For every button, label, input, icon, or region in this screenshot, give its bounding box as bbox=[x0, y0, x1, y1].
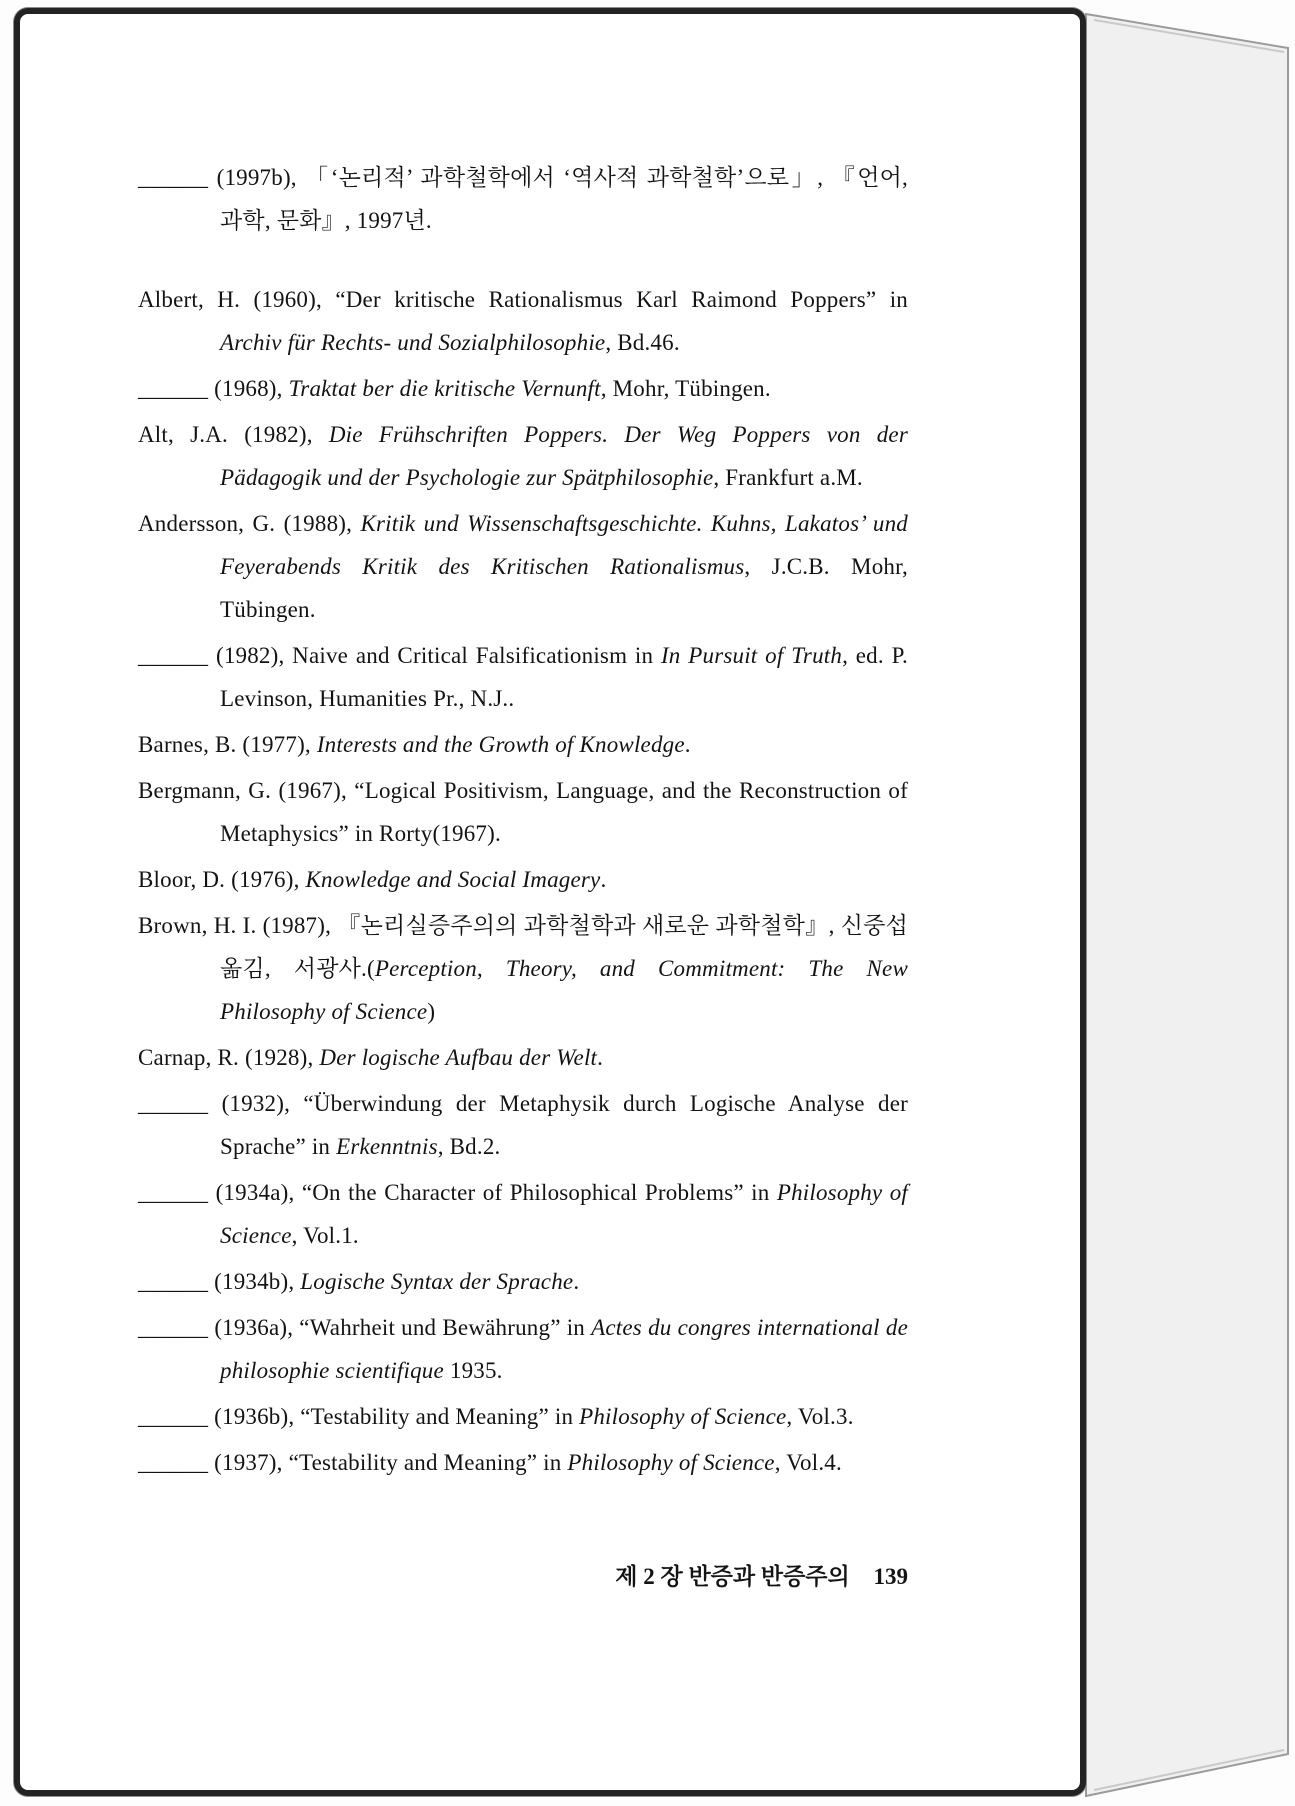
reference-title-italic: Erkenntnis bbox=[336, 1134, 438, 1159]
reference-text: , Bd.46. bbox=[605, 330, 680, 355]
reference-title-italic: Der logische Aufbau der Welt bbox=[319, 1045, 598, 1070]
reference-entry bbox=[138, 367, 908, 410]
page-content bbox=[20, 14, 1080, 1790]
footer-chapter-label: 제 2 장 반증과 반증주의 bbox=[615, 1564, 850, 1589]
reference-entry bbox=[138, 278, 908, 364]
reference-title-italic: Philosophy of Science bbox=[220, 1180, 908, 1248]
reference-title-italic: Archiv für Rechts- und Sozialphilosophie bbox=[220, 330, 606, 355]
reference-entry bbox=[138, 1395, 908, 1438]
reference-text: ______ (1937), “Testability and Meaning” in bbox=[138, 1450, 568, 1475]
reference-text: , Mohr, Tübingen. bbox=[600, 376, 771, 401]
reference-title-italic: Philosophy of Science bbox=[579, 1404, 787, 1429]
reference-text: Albert, H. (1960), “Der kritische Rationalismus Karl Raimond Poppers” in bbox=[138, 287, 908, 312]
reference-text: , Bd.2. bbox=[437, 1134, 501, 1159]
reference-entry bbox=[138, 1036, 908, 1079]
reference-title-italic: Actes du congres international de philosophie scientifique bbox=[220, 1315, 908, 1383]
reference-text: ______ (1997b), 「‘논리적’ 과학철학에서 ‘역사적 과학철학’으로」, 『언어, 과학, 문화』, 1997년. bbox=[138, 165, 908, 233]
reference-text: ______ (1932), “Überwindung der Metaphysik durch Logische Analyse der Sprache” in bbox=[138, 1091, 908, 1159]
reference-title-italic: In Pursuit of Truth bbox=[660, 643, 843, 668]
reference-entry bbox=[138, 156, 908, 242]
reference-text: Bergmann, G. (1967), “Logical Positivism, Language, and the Reconstruction of Metaphysics” in Rorty(1967). bbox=[138, 778, 908, 846]
reference-text: , Vol.3. bbox=[786, 1404, 854, 1429]
reference-entry bbox=[138, 634, 908, 720]
reference-text: ______ (1936a), “Wahrheit und Bewährung” in bbox=[138, 1315, 592, 1340]
reference-text: Alt, J.A. (1982), bbox=[138, 422, 329, 447]
reference-title-italic: Die Frühschriften Poppers. Der Weg Poppers von der Pädagogik und der Psychologie zur Spätphilosophie bbox=[220, 422, 908, 490]
reference-title-italic: Interests and the Growth of Knowledge bbox=[316, 732, 685, 757]
reference-text: Andersson, G. (1988), bbox=[138, 511, 361, 536]
reference-entry bbox=[138, 858, 908, 901]
reference-entry bbox=[138, 502, 908, 631]
book-page-front bbox=[14, 8, 1086, 1796]
reference-text: ______ (1936b), “Testability and Meaning” in bbox=[138, 1404, 580, 1429]
reference-text: ______ (1934a), “On the Character of Philosophical Problems” in bbox=[138, 1180, 777, 1205]
reference-entry bbox=[138, 1441, 908, 1484]
reference-text: Carnap, R. (1928), bbox=[138, 1045, 320, 1070]
reference-text: . bbox=[597, 1045, 604, 1070]
reference-entry bbox=[138, 904, 908, 1033]
reference-entry bbox=[138, 1260, 908, 1303]
reference-entry bbox=[138, 1171, 908, 1257]
reference-text: ______ (1934b), bbox=[138, 1269, 301, 1294]
reference-text: ______ (1982), Naive and Critical Falsificationism in bbox=[138, 643, 661, 668]
reference-title-italic: Traktat ber die kritische Vernunft bbox=[288, 376, 601, 401]
reference-entry bbox=[138, 413, 908, 499]
reference-text: Barnes, B. (1977), bbox=[138, 732, 317, 757]
reference-text: . bbox=[600, 867, 607, 892]
reference-entry bbox=[138, 1306, 908, 1392]
reference-title-italic: Knowledge and Social Imagery bbox=[305, 867, 601, 892]
reference-text: . bbox=[573, 1269, 580, 1294]
reference-text: , J.C.B. Mohr, Tübingen. bbox=[220, 554, 908, 622]
reference-text: , Vol.1. bbox=[291, 1223, 359, 1248]
reference-title-italic: Perception, Theory, and Commitment: The New Philosophy of Science bbox=[220, 956, 908, 1024]
reference-text: . bbox=[684, 732, 691, 757]
reference-entry bbox=[138, 769, 908, 855]
reference-title-italic: Logische Syntax der Sprache bbox=[300, 1269, 574, 1294]
reference-text: Brown, H. I. (1987), 『논리실증주의의 과학철학과 새로운 과학철학』, 신중섭 옮김, 서광사.( bbox=[138, 913, 908, 981]
reference-text: ______ (1968), bbox=[138, 376, 289, 401]
reference-title-italic: Kritik und Wissenschaftsgeschichte. Kuhns, Lakatos’ und Feyerabends Kritik des Kritischen Rationalismus bbox=[220, 511, 908, 579]
reference-text: , Frankfurt a.M. bbox=[713, 465, 863, 490]
references-list bbox=[138, 156, 908, 1484]
footer-page-number: 139 bbox=[873, 1564, 908, 1589]
page-footer bbox=[138, 1558, 908, 1591]
reference-entry bbox=[138, 1082, 908, 1168]
reference-text: Bloor, D. (1976), bbox=[138, 867, 306, 892]
reference-text: , ed. P. Levinson, Humanities Pr., N.J.. bbox=[220, 643, 908, 711]
reference-text: , Vol.4. bbox=[774, 1450, 842, 1475]
reference-text: ) bbox=[427, 999, 436, 1024]
reference-entry bbox=[138, 723, 908, 766]
page-stack-shape bbox=[1086, 14, 1288, 1796]
reference-text: 1935. bbox=[443, 1358, 503, 1383]
reference-title-italic: Philosophy of Science bbox=[567, 1450, 775, 1475]
